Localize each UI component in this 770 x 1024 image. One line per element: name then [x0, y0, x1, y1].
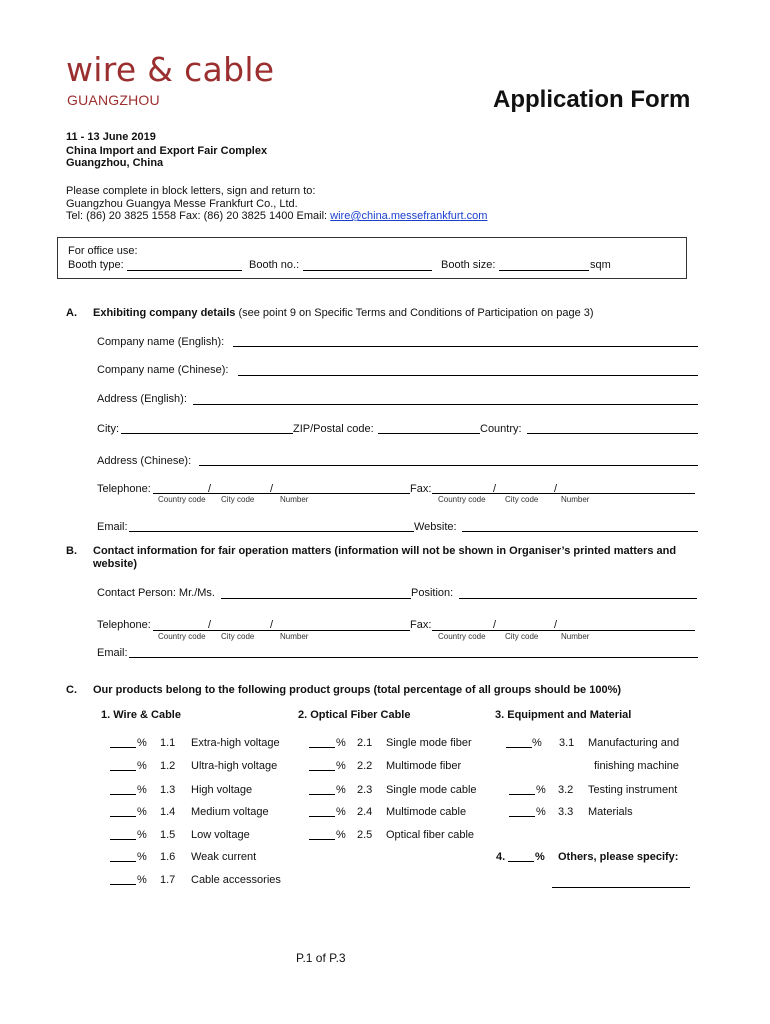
section-b-title-line2: website): [93, 558, 138, 570]
pct-field-1-7[interactable]: [110, 884, 136, 885]
contact-person-label: Contact Person: Mr./Ms.: [97, 587, 215, 599]
fax-number-hint: Number: [561, 495, 590, 504]
country-field[interactable]: [527, 433, 698, 434]
pct-sign: %: [535, 851, 545, 863]
fax-field[interactable]: [432, 493, 695, 494]
pct-field-3-3[interactable]: [509, 816, 535, 817]
fax-slash-2: /: [554, 483, 558, 495]
booth-size-field[interactable]: [499, 270, 589, 271]
tel-slash-1: /: [208, 483, 212, 495]
fax-label: Fax:: [410, 483, 432, 495]
b-tel-number-hint: Number: [280, 632, 309, 641]
booth-no-label: Booth no.:: [249, 259, 300, 271]
position-label: Position:: [411, 587, 454, 599]
item-number: 2.3: [357, 784, 373, 796]
pct-sign: %: [137, 851, 147, 863]
booth-size-label: Booth size:: [441, 259, 496, 271]
item-number: 2.4: [357, 806, 373, 818]
section-a-title: Exhibiting company details: [93, 307, 236, 319]
pct-sign: %: [336, 737, 346, 749]
city-label: City:: [97, 423, 119, 435]
others-specify-field[interactable]: [552, 887, 690, 888]
pct-field-others[interactable]: [508, 861, 534, 862]
pct-field-1-1[interactable]: [110, 747, 136, 748]
company-name-en-field[interactable]: [233, 346, 698, 347]
pct-field-1-6[interactable]: [110, 861, 136, 862]
item-number: 1.6: [160, 851, 176, 863]
website-field[interactable]: [462, 531, 698, 532]
zip-label: ZIP/Postal code:: [293, 423, 374, 435]
contact-numbers: Tel: (86) 20 3825 1558 Fax: (86) 20 3825 1400 Email:: [66, 210, 331, 222]
pct-sign: %: [336, 806, 346, 818]
pct-field-1-3[interactable]: [110, 794, 136, 795]
company-name-en-label: Company name (English):: [97, 336, 225, 348]
pct-sign: %: [536, 806, 546, 818]
item-number: 2.5: [357, 829, 373, 841]
group-2-heading: 2. Optical Fiber Cable: [298, 709, 411, 721]
pct-field-2-4[interactable]: [309, 816, 335, 817]
wire-cable-logo: wire & cable: [66, 50, 275, 89]
event-city: Guangzhou, China: [66, 157, 164, 169]
email-label: Email:: [97, 521, 128, 533]
section-c-title: Our products belong to the following product groups (total percentage of all groups should be 100%): [93, 684, 622, 696]
pct-field-2-5[interactable]: [309, 839, 335, 840]
b-tel-slash-1: /: [208, 619, 212, 631]
b-fax-field[interactable]: [432, 630, 695, 631]
pct-sign: %: [336, 784, 346, 796]
instructions-line1: Please complete in block letters, sign and return to:: [66, 185, 316, 197]
b-fax-slash-1: /: [493, 619, 497, 631]
pct-sign: %: [137, 806, 147, 818]
pct-field-3-1[interactable]: [506, 747, 532, 748]
group-3-heading: 3. Equipment and Material: [495, 709, 632, 721]
telephone-label: Telephone:: [97, 483, 151, 495]
address-cn-field[interactable]: [199, 465, 698, 466]
tel-slash-2: /: [270, 483, 274, 495]
section-a-heading: [93, 307, 594, 319]
company-name-cn-field[interactable]: [238, 375, 698, 376]
item-label: High voltage: [191, 784, 253, 796]
b-email-label: Email:: [97, 647, 128, 659]
address-en-label: Address (English):: [97, 393, 187, 405]
item-number: 1.5: [160, 829, 176, 841]
b-fax-label: Fax:: [410, 619, 432, 631]
item-number: 1.2: [160, 760, 176, 772]
booth-type-field[interactable]: [127, 270, 242, 271]
pct-sign: %: [336, 829, 346, 841]
item-label: Multimode cable: [386, 806, 467, 818]
item-number: 1.4: [160, 806, 176, 818]
email-field[interactable]: [129, 531, 414, 532]
item-label: Manufacturing and: [588, 737, 680, 749]
pct-sign: %: [137, 737, 147, 749]
tel-country-code-hint: Country code: [158, 495, 206, 504]
pct-field-2-1[interactable]: [309, 747, 335, 748]
pct-sign: %: [536, 784, 546, 796]
office-use-heading: For office use:: [68, 245, 138, 257]
b-tel-slash-2: /: [270, 619, 274, 631]
item-label: Weak current: [191, 851, 257, 863]
form-title: Application Form: [493, 86, 691, 113]
booth-type-label: Booth type:: [68, 259, 124, 271]
pct-sign: %: [137, 829, 147, 841]
item-label: Cable accessories: [191, 874, 281, 886]
b-telephone-field[interactable]: [153, 630, 410, 631]
event-venue: China Import and Export Fair Complex: [66, 145, 268, 157]
group-1-heading: 1. Wire & Cable: [101, 709, 181, 721]
pct-sign: %: [137, 760, 147, 772]
item-label: Single mode fiber: [386, 737, 472, 749]
b-email-field[interactable]: [129, 657, 698, 658]
pct-field-2-3[interactable]: [309, 794, 335, 795]
instructions-line2: Guangzhou Guangya Messe Frankfurt Co., Ltd.: [66, 198, 298, 210]
pct-field-1-4[interactable]: [110, 816, 136, 817]
company-name-cn-label: Company name (Chinese):: [97, 364, 229, 376]
item-number: 1.1: [160, 737, 176, 749]
item-number: 3.3: [558, 806, 574, 818]
pct-sign: %: [137, 874, 147, 886]
item-number: 3.1: [559, 737, 575, 749]
pct-field-1-2[interactable]: [110, 770, 136, 771]
contact-person-field[interactable]: [221, 598, 411, 599]
zip-field[interactable]: [378, 433, 480, 434]
item-label: Ultra-high voltage: [191, 760, 278, 772]
b-fax-number-hint: Number: [561, 632, 590, 641]
website-label: Website:: [414, 521, 457, 533]
pct-sign: %: [137, 784, 147, 796]
contact-line: [66, 210, 487, 222]
country-label: Country:: [480, 423, 522, 435]
item-label: Low voltage: [191, 829, 250, 841]
item-label: Multimode fiber: [386, 760, 462, 772]
logo-subtitle: GUANGZHOU: [67, 92, 160, 108]
item-label: Optical fiber cable: [386, 829, 475, 841]
page-number: P.1 of P.3: [296, 951, 346, 965]
contact-email-link[interactable]: wire@china.messefrankfurt.com: [330, 210, 488, 222]
section-b-title-line1: Contact information for fair operation matters (information will not be shown in Organiser’s printed matters and: [93, 545, 677, 557]
item-label: Materials: [588, 806, 633, 818]
booth-no-field[interactable]: [303, 270, 432, 271]
city-field[interactable]: [121, 433, 293, 434]
sqm-label: sqm: [590, 259, 611, 271]
fax-slash-1: /: [493, 483, 497, 495]
pct-sign: %: [532, 737, 542, 749]
fax-city-code-hint: City code: [505, 495, 539, 504]
b-fax-slash-2: /: [554, 619, 558, 631]
event-dates: 11 - 13 June 2019: [66, 131, 156, 143]
pct-field-3-2[interactable]: [509, 794, 535, 795]
others-number: 4.: [496, 851, 506, 863]
b-fax-country-code-hint: Country code: [438, 632, 486, 641]
pct-sign: %: [336, 760, 346, 772]
pct-field-1-5[interactable]: [110, 839, 136, 840]
pct-field-2-2[interactable]: [309, 770, 335, 771]
item-number: 1.3: [160, 784, 176, 796]
fax-country-code-hint: Country code: [438, 495, 486, 504]
item-label: Medium voltage: [191, 806, 269, 818]
item-number: 3.2: [558, 784, 574, 796]
address-cn-label: Address (Chinese):: [97, 455, 192, 467]
position-field[interactable]: [459, 598, 697, 599]
b-tel-city-code-hint: City code: [221, 632, 255, 641]
item-label: Extra-high voltage: [191, 737, 280, 749]
item-number: 2.1: [357, 737, 373, 749]
section-a-note: (see point 9 on Specific Terms and Conditions of Participation on page 3): [235, 307, 594, 319]
address-en-field[interactable]: [193, 404, 698, 405]
item-label: Single mode cable: [386, 784, 477, 796]
b-fax-city-code-hint: City code: [505, 632, 539, 641]
section-b-letter: B.: [66, 545, 77, 557]
b-tel-country-code-hint: Country code: [158, 632, 206, 641]
office-use-box: [57, 237, 687, 279]
tel-number-hint: Number: [280, 495, 309, 504]
section-a-letter: A.: [66, 307, 77, 319]
tel-city-code-hint: City code: [221, 495, 255, 504]
others-label: Others, please specify:: [558, 851, 679, 863]
section-c-letter: C.: [66, 684, 77, 696]
telephone-field[interactable]: [153, 493, 410, 494]
b-telephone-label: Telephone:: [97, 619, 151, 631]
item-label-continued: finishing machine: [594, 760, 679, 772]
item-number: 2.2: [357, 760, 373, 772]
item-number: 1.7: [160, 874, 176, 886]
item-label: Testing instrument: [588, 784, 678, 796]
